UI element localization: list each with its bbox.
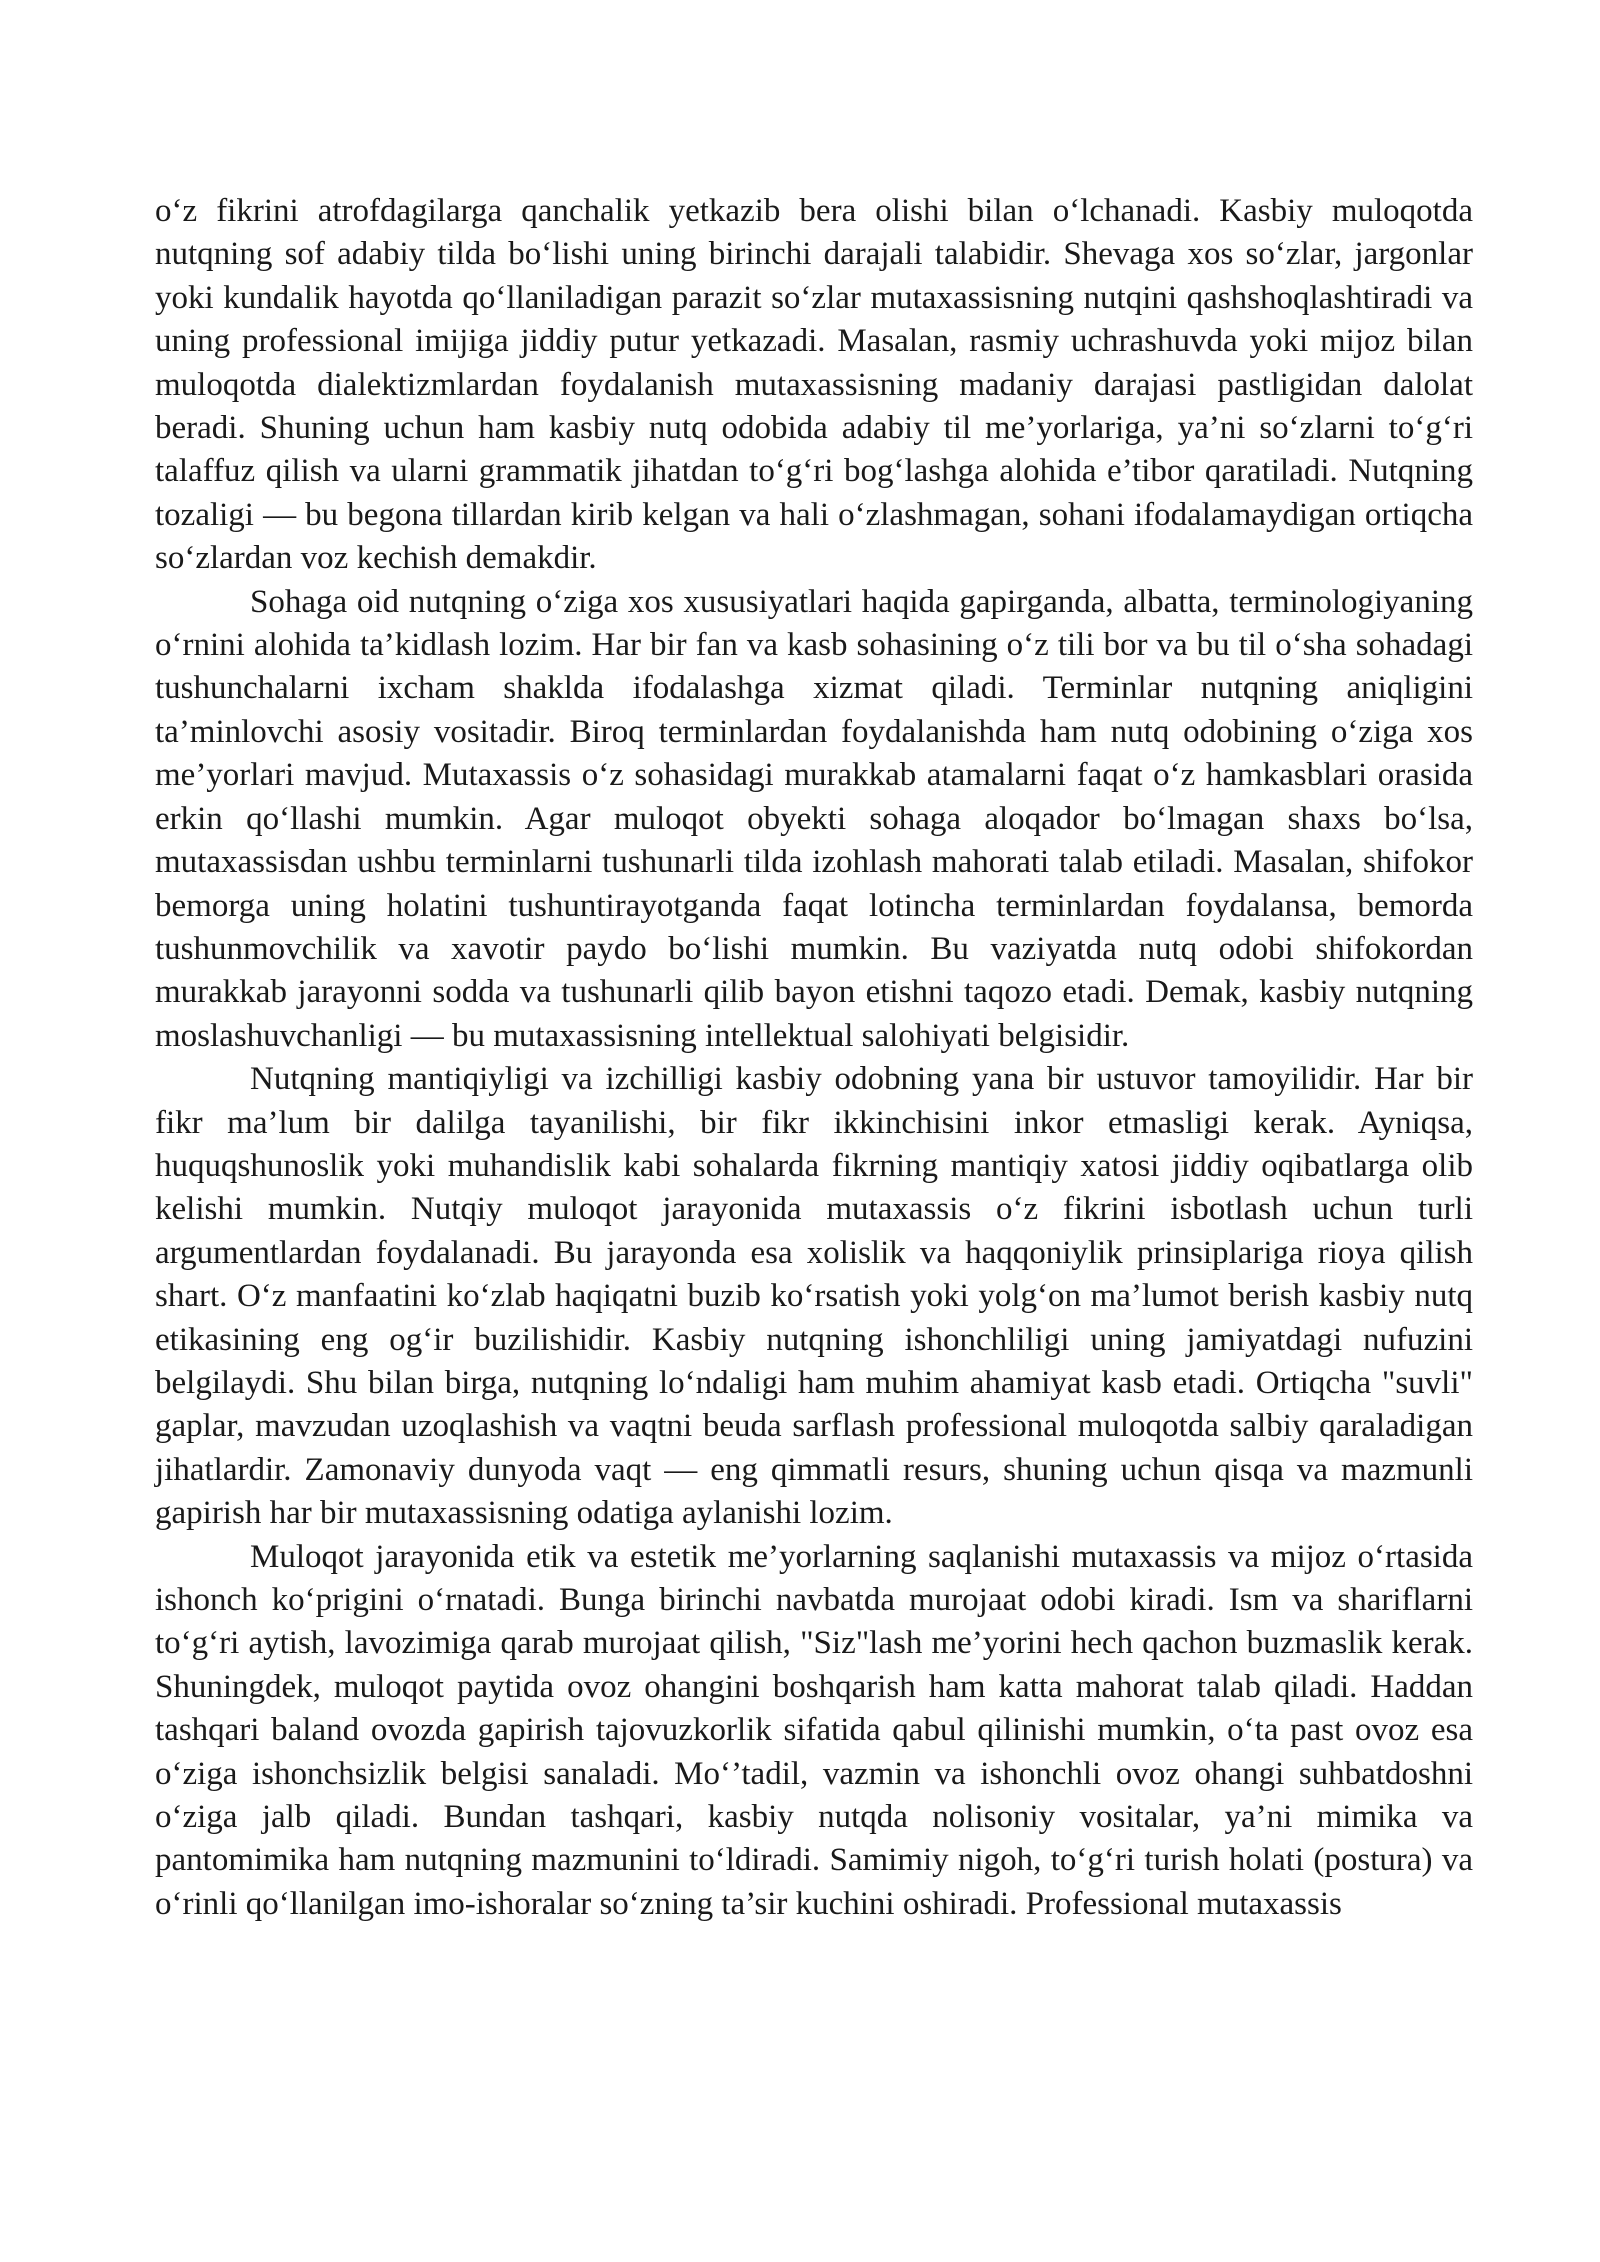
document-page <box>155 190 1473 1926</box>
paragraph-1: o‘z fikrini atrofdagilarga qanchalik yetkazib bera olishi bilan o‘lchanadi. Kasbiy muloqotda nutqning sof adabiy tilda bo‘lishi uning birinchi darajali talabidir. Shevaga xos so‘zlar, jargonlar yoki kundalik hayotda qo‘llaniladigan parazit so‘zlar mutaxassisning nutqini qashshoqlashtiradi va uning professional imijiga jiddiy putur yetkazadi. Masalan, rasmiy uchrashuvda yoki mijoz bilan muloqotda dialektizmlardan foydalanish mutaxassisning madaniy darajasi pastligidan dalolat beradi. Shuning uchun ham kasbiy nutq odobida adabiy til me’yorlariga, ya’ni so‘zlarni to‘g‘ri talaffuz qilish va ularni grammatik jihatdan to‘g‘ri bog‘lashga alohida e’tibor qaratiladi. Nutqning tozaligi — bu begona tillardan kirib kelgan va hali o‘zlashmagan, sohani ifodalamaydigan ortiqcha so‘zlardan voz kechish demakdir. <box>155 193 1473 577</box>
paragraph-2: Sohaga oid nutqning o‘ziga xos xususiyatlari haqida gapirganda, albatta, terminologiyaning o‘rnini alohida ta’kidlash lozim. Har bir fan va kasb sohasining o‘z tili bor va bu til o‘sha sohadagi tushunchalarni ixcham shaklda ifodalashga xizmat qiladi. Terminlar nutqning aniqligini ta’minlovchi asosiy vositadir. Biroq terminlardan foydalanishda ham nutq odobining o‘ziga xos me’yorlari mavjud. Mutaxassis o‘z sohasidagi murakkab atamalarni faqat o‘z hamkasblari orasida erkin qo‘llashi mumkin. Agar muloqot obyekti sohaga aloqador bo‘lmagan shaxs bo‘lsa, mutaxassisdan ushbu terminlarni tushunarli tilda izohlash mahorati talab etiladi. Masalan, shifokor bemorga uning holatini tushuntirayotganda faqat lotincha terminlardan foydalansa, bemorda tushunmovchilik va xavotir paydo bo‘lishi mumkin. Bu vaziyatda nutq odobi shifokordan murakkab jarayonni sodda va tushunarli qilib bayon etishni taqozo etadi. Demak, kasbiy nutqning moslashuvchanligi — bu mutaxassisning intellektual salohiyati belgisidir. <box>155 583 1473 1054</box>
paragraph-3: Nutqning mantiqiyligi va izchilligi kasbiy odobning yana bir ustuvor tamoyilidir. Har bir fikr ma’lum bir dalilga tayanilishi, bir fikr ikkinchisini inkor etmasligi kerak. Ayniqsa, huquqshunoslik yoki muhandislik kabi sohalarda fikrning mantiqiy xatosi jiddiy oqibatlarga olib kelishi mumkin. Nutqiy muloqot jarayonida mutaxassis o‘z fikrini isbotlash uchun turli argumentlardan foydalanadi. Bu jarayonda esa xolislik va haqqoniylik prinsiplariga rioya qilish shart. O‘z manfaatini ko‘zlab haqiqatni buzib ko‘rsatish yoki yolg‘on ma’lumot berish kasbiy nutq etikasining eng og‘ir buzilishidir. Kasbiy nutqning ishonchliligi uning jamiyatdagi nufuzini belgilaydi. Shu bilan birga, nutqning lo‘ndaligi ham muhim ahamiyat kasb etadi. Ortiqcha "suvli" gaplar, mavzudan uzoqlashish va vaqtni beuda sarflash professional muloqotda salbiy qaraladigan jihatlardir. Zamonaviy dunyoda vaqt — eng qimmatli resurs, shuning uchun qisqa va mazmunli gapirish har bir mutaxassisning odatiga aylanishi lozim. <box>155 1061 1473 1532</box>
paragraph-4: Muloqot jarayonida etik va estetik me’yorlarning saqlanishi mutaxassis va mijoz o‘rtasida ishonch ko‘prigini o‘rnatadi. Bunga birinchi navbatda murojaat odobi kiradi. Ism va shariflarni to‘g‘ri aytish, lavozimiga qarab murojaat qilish, "Siz"lash me’yorini hech qachon buzmaslik kerak. Shuningdek, muloqot paytida ovoz ohangini boshqarish ham katta mahorat talab qiladi. Haddan tashqari baland ovozda gapirish tajovuzkorlik sifatida qabul qilinishi mumkin, o‘ta past ovoz esa o‘ziga ishonchsizlik belgisi sanaladi. Mo‘’tadil, vazmin va ishonchli ovoz ohangi suhbatdoshni o‘ziga jalb qiladi. Bundan tashqari, kasbiy nutqda nolisoniy vositalar, ya’ni mimika va pantomimika ham nutqning mazmunini to‘ldiradi. Samimiy nigoh, to‘g‘ri turish holati (postura) va o‘rinli qo‘llanilgan imo-ishoralar so‘zning ta’sir kuchini oshiradi. Professional mutaxassis <box>155 1538 1473 1922</box>
